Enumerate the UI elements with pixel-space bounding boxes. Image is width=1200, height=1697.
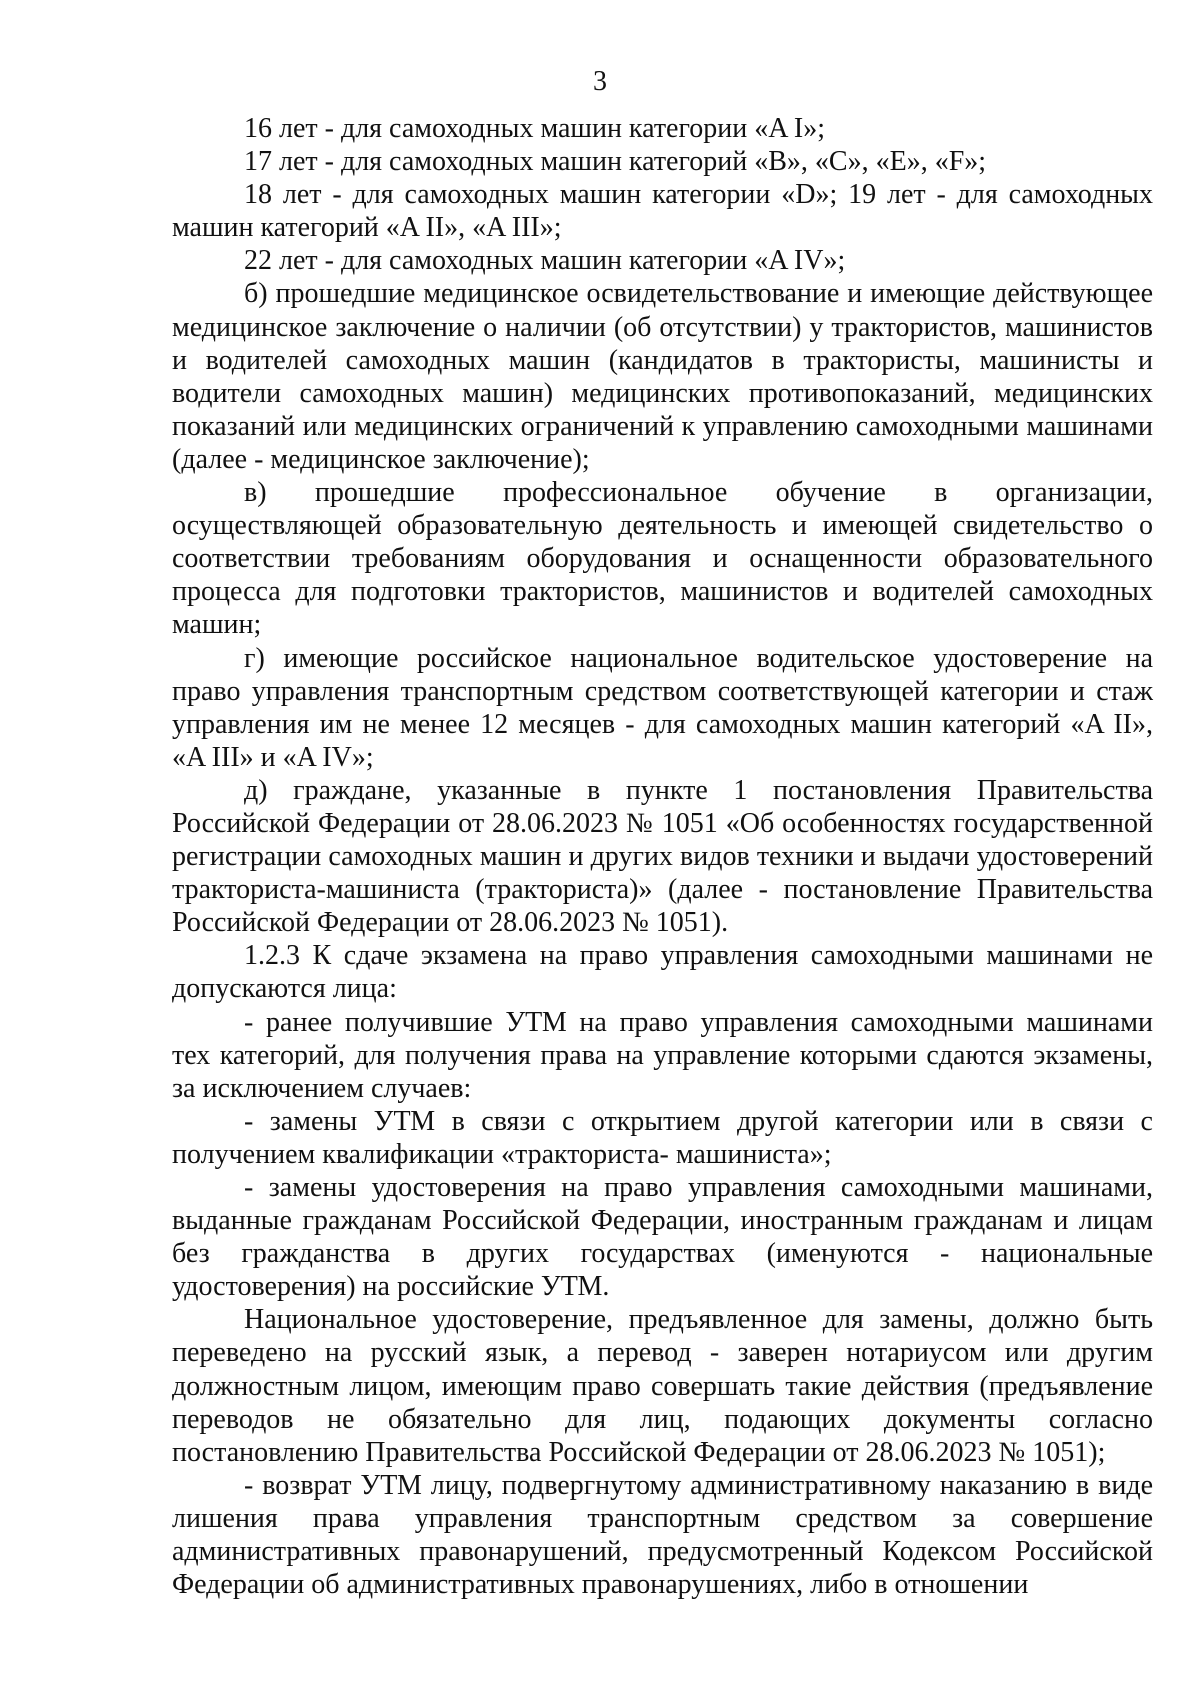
paragraph-age-17: 17 лет - для самоходных машин категорий «B», «C», «E», «F»; — [244, 146, 987, 178]
paragraph-replacement-category: - замены УТМ в связи с открытием другой категории или в связи с получением квалификации «тракториста- машиниста»; — [172, 1105, 1153, 1170]
paragraph-age-18-19: 18 лет - для самоходных машин категории «D»; 19 лет - для самоходных машин категорий «A II», «A III»; — [172, 179, 1153, 244]
paragraph-age-16: 16 лет - для самоходных машин категории «A I»; — [244, 113, 826, 144]
document-body — [172, 112, 1153, 1601]
paragraph-age-22: 22 лет - для самоходных машин категории «A IV»; — [244, 245, 846, 277]
paragraph-previously-received: - ранее получившие УТМ на право управления самоходными машинами тех категорий, для получения права на управление которыми сдаются экзамены, за исключением случаев: — [172, 1006, 1153, 1104]
paragraph-replacement-national: - замены удостоверения на право управления самоходными машинами, выданные гражданам Российской Федерации, иностранным гражданам и лицам без гражданства в других государствах (именуются - национальные удостоверения) на российские УТМ. — [172, 1172, 1153, 1303]
paragraph-section-1-2-3: 1.2.3 К сдаче экзамена на право управления самоходными машинами не допускаются лица: — [172, 940, 1153, 1005]
paragraph-item-d: д) граждане, указанные в пункте 1 постановления Правительства Российской Федерации от 28.06.2023 № 1051 «Об особенностях государственной регистрации самоходных машин и других видов техники и выдачи удостоверений тракториста-машиниста (тракториста)» (далее - постановление Правительства Российской Федерации от 28.06.2023 № 1051). — [172, 774, 1153, 939]
paragraph-national-license: Национальное удостоверение, предъявленное для замены, должно быть переведено на русский язык, а перевод - заверен нотариусом или другим должностным лицом, имеющим право совершать такие действия (предъявление переводов не обязательно для лиц, подающих документы согласно постановлению Правительства Российской Федерации от 28.06.2023 № 1051); — [172, 1304, 1153, 1468]
paragraph-item-b: б) прошедшие медицинское освидетельствование и имеющие действующее медицинское заключение о наличии (об отсутствии) у трактористов, машинистов и водителей самоходных машин (кандидатов в трактористы, машинисты и водители самоходных машин) медицинских противопоказаний, медицинских показаний или медицинских ограничений к управлению самоходными машинами (далее - медицинское заключение); — [172, 278, 1153, 475]
paragraph-item-g: г) имеющие российское национальное водительское удостоверение на право управления транспортным средством соответствующей категории и стаж управления им не менее 12 месяцев - для самоходных машин категорий «A II», «A III» и «A IV»; — [172, 642, 1153, 773]
paragraph-item-v: в) прошедшие профессиональное обучение в организации, осуществляющей образовательную деятельность и имеющей свидетельство о соответствии требованиям оборудования и оснащенности образовательного процесса для подготовки трактористов, машинистов и водителей самоходных машин; — [172, 477, 1153, 641]
page-number: 3 — [593, 66, 607, 97]
paragraph-return-license: - возврат УТМ лицу, подвергнутому административному наказанию в виде лишения права управления транспортным средством за совершение административных правонарушений, предусмотренный Кодексом Российской Федерации об административных правонарушениях, либо в отношении — [172, 1469, 1153, 1601]
